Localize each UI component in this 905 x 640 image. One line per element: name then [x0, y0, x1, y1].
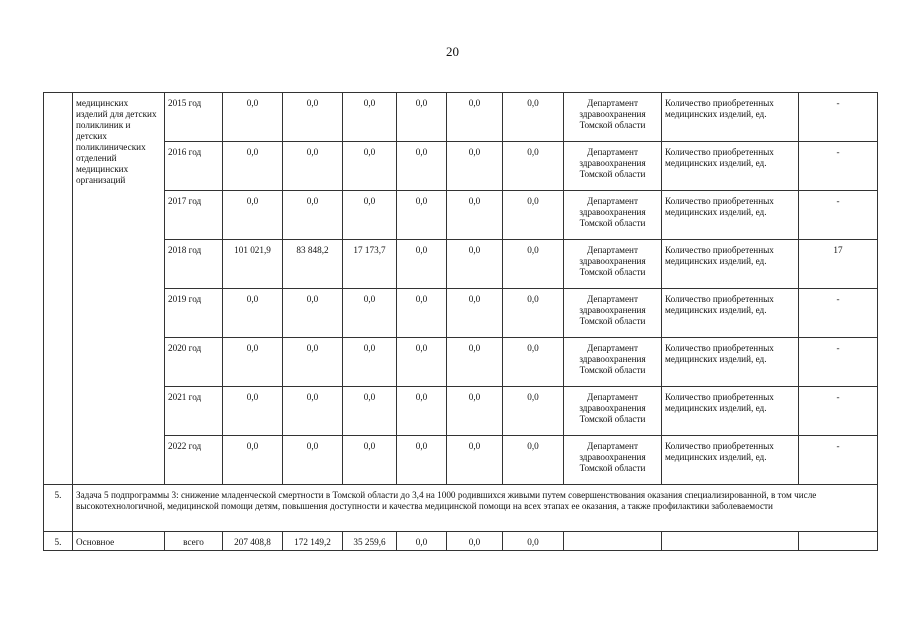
table-row	[44, 338, 878, 387]
indicator-value: -	[799, 436, 878, 485]
executor: Департамент здравоохранения Томской области	[564, 338, 662, 387]
main-event-total: 207 408,8	[223, 532, 283, 551]
indicator: Количество приобретенных медицинских изделий, ед.	[662, 436, 799, 485]
tfoms-value: 0,0	[447, 142, 503, 191]
indicator: Количество приобретенных медицинских изделий, ед.	[662, 289, 799, 338]
task-row	[44, 485, 878, 532]
indicator-value: -	[799, 387, 878, 436]
regional-value: 0,0	[343, 93, 397, 142]
total-value: 0,0	[223, 387, 283, 436]
indicator: Количество приобретенных медицинских изделий, ед.	[662, 142, 799, 191]
indicator: Количество приобретенных медицинских изделий, ед.	[662, 191, 799, 240]
local-value: 0,0	[397, 387, 447, 436]
other-value: 0,0	[503, 93, 564, 142]
table-row	[44, 387, 878, 436]
total-value: 0,0	[223, 436, 283, 485]
main-event-executor	[564, 532, 662, 551]
indicator: Количество приобретенных медицинских изделий, ед.	[662, 240, 799, 289]
main-event-period: всего	[165, 532, 223, 551]
table-row	[44, 142, 878, 191]
main-event-row	[44, 532, 878, 551]
year: 2018 год	[165, 240, 223, 289]
year: 2020 год	[165, 338, 223, 387]
federal-value: 0,0	[283, 436, 343, 485]
local-value: 0,0	[397, 142, 447, 191]
task-number: 5.	[44, 485, 73, 532]
executor: Департамент здравоохранения Томской области	[564, 240, 662, 289]
tfoms-value: 0,0	[447, 338, 503, 387]
main-event-federal: 172 149,2	[283, 532, 343, 551]
tfoms-value: 0,0	[447, 289, 503, 338]
executor: Департамент здравоохранения Томской области	[564, 289, 662, 338]
table-row	[44, 93, 878, 142]
indicator: Количество приобретенных медицинских изделий, ед.	[662, 387, 799, 436]
federal-value: 0,0	[283, 387, 343, 436]
year: 2016 год	[165, 142, 223, 191]
year: 2022 год	[165, 436, 223, 485]
other-value: 0,0	[503, 436, 564, 485]
indicator-value: -	[799, 338, 878, 387]
executor: Департамент здравоохранения Томской области	[564, 191, 662, 240]
federal-value: 0,0	[283, 289, 343, 338]
main-event-regional: 35 259,6	[343, 532, 397, 551]
main-event-value	[799, 532, 878, 551]
total-value: 0,0	[223, 191, 283, 240]
federal-value: 0,0	[283, 191, 343, 240]
year: 2017 год	[165, 191, 223, 240]
regional-value: 0,0	[343, 338, 397, 387]
regional-value: 17 173,7	[343, 240, 397, 289]
federal-value: 0,0	[283, 93, 343, 142]
tfoms-value: 0,0	[447, 240, 503, 289]
year: 2021 год	[165, 387, 223, 436]
executor: Департамент здравоохранения Томской области	[564, 142, 662, 191]
main-event-local: 0,0	[397, 532, 447, 551]
task-description: Задача 5 подпрограммы 3: снижение младенческой смертности в Томской области до 3,4 на 1000 родившихся живыми путем совершенствования оказания специализированной, в том числе высокотехнологичной, медицинской помощи детям, повышения доступности и качества медицинской помощи на всех этапах ее оказания, а также профилактики заболеваемости	[73, 485, 878, 532]
other-value: 0,0	[503, 240, 564, 289]
executor: Департамент здравоохранения Томской области	[564, 93, 662, 142]
tfoms-value: 0,0	[447, 436, 503, 485]
indicator-value: 17	[799, 240, 878, 289]
other-value: 0,0	[503, 387, 564, 436]
federal-value: 0,0	[283, 142, 343, 191]
item-name: медицинских изделий для детских поликлиник и детских поликлинических отделений медицинских организаций	[73, 93, 165, 485]
year: 2019 год	[165, 289, 223, 338]
executor: Департамент здравоохранения Томской области	[564, 436, 662, 485]
item-number	[44, 93, 73, 485]
indicator: Количество приобретенных медицинских изделий, ед.	[662, 338, 799, 387]
main-event-indicator	[662, 532, 799, 551]
federal-value: 0,0	[283, 338, 343, 387]
total-value: 0,0	[223, 338, 283, 387]
local-value: 0,0	[397, 436, 447, 485]
local-value: 0,0	[397, 338, 447, 387]
federal-value: 83 848,2	[283, 240, 343, 289]
regional-value: 0,0	[343, 191, 397, 240]
main-event-tfoms: 0,0	[447, 532, 503, 551]
executor: Департамент здравоохранения Томской области	[564, 387, 662, 436]
tfoms-value: 0,0	[447, 93, 503, 142]
total-value: 101 021,9	[223, 240, 283, 289]
main-event-other: 0,0	[503, 532, 564, 551]
other-value: 0,0	[503, 289, 564, 338]
other-value: 0,0	[503, 191, 564, 240]
year: 2015 год	[165, 93, 223, 142]
indicator-value: -	[799, 191, 878, 240]
table-row	[44, 436, 878, 485]
local-value: 0,0	[397, 240, 447, 289]
table-row	[44, 240, 878, 289]
total-value: 0,0	[223, 142, 283, 191]
tfoms-value: 0,0	[447, 191, 503, 240]
local-value: 0,0	[397, 191, 447, 240]
other-value: 0,0	[503, 338, 564, 387]
regional-value: 0,0	[343, 387, 397, 436]
indicator-value: -	[799, 289, 878, 338]
total-value: 0,0	[223, 93, 283, 142]
indicator-value: -	[799, 142, 878, 191]
regional-value: 0,0	[343, 289, 397, 338]
total-value: 0,0	[223, 289, 283, 338]
table-row	[44, 289, 878, 338]
tfoms-value: 0,0	[447, 387, 503, 436]
indicator: Количество приобретенных медицинских изделий, ед.	[662, 93, 799, 142]
main-event-name: Основное	[73, 532, 165, 551]
program-table	[43, 92, 878, 551]
table-row	[44, 191, 878, 240]
regional-value: 0,0	[343, 436, 397, 485]
page-number: 20	[446, 44, 459, 59]
other-value: 0,0	[503, 142, 564, 191]
main-event-number: 5.	[44, 532, 73, 551]
regional-value: 0,0	[343, 142, 397, 191]
indicator-value: -	[799, 93, 878, 142]
local-value: 0,0	[397, 93, 447, 142]
local-value: 0,0	[397, 289, 447, 338]
